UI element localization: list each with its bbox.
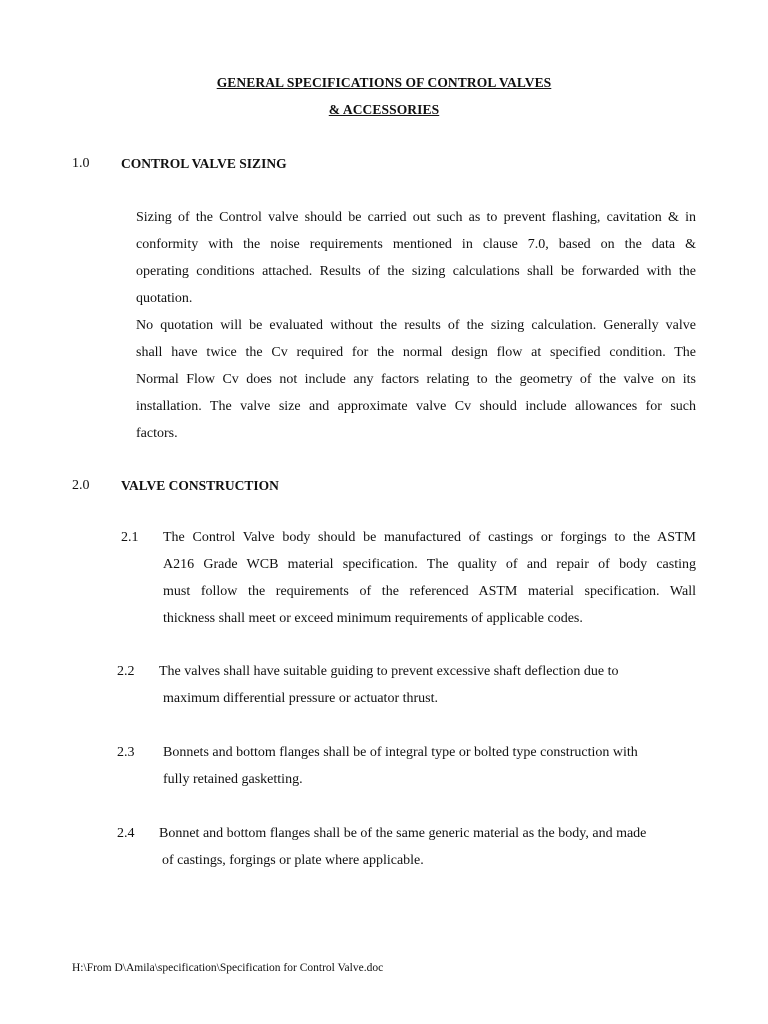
paragraph-line: fully retained gasketting. (163, 772, 303, 787)
paragraph-line: Bonnet and bottom flanges shall be of the same generic material as the body, and made (159, 826, 647, 841)
paragraph-line: installation. The valve size and approximate valve Cv should include allowances for such (136, 399, 696, 414)
paragraph-line: A216 Grade WCB material specification. The quality of and repair of body casting (163, 557, 696, 572)
subsection-body (163, 739, 703, 793)
paragraph-line: Sizing of the Control valve should be carried out such as to prevent flashing, cavitation & in (136, 210, 696, 225)
subsection-number: 2.4 (117, 826, 135, 841)
subsection-body (163, 524, 696, 632)
section-number: 2.0 (72, 478, 90, 493)
paragraph-line: must follow the requirements of the referenced ASTM material specification. Wall (163, 584, 696, 599)
paragraph-line: shall have twice the Cv required for the normal design flow at specified condition. The (136, 345, 696, 360)
paragraph-line: thickness shall meet or exceed minimum requirements of applicable codes. (163, 611, 583, 626)
subsection-number: 2.3 (117, 745, 135, 760)
section-title: CONTROL VALVE SIZING (121, 156, 287, 171)
section-title: VALVE CONSTRUCTION (121, 478, 279, 493)
paragraph-line: quotation. (136, 291, 193, 306)
subsection-number: 2.1 (121, 530, 139, 545)
section-paragraph (136, 204, 696, 447)
paragraph-line: factors. (136, 426, 178, 441)
paragraph-line: of castings, forgings or plate where applicable. (162, 853, 424, 868)
footer-file-path: H:\From D\Amila\specification\Specification for Control Valve.doc (72, 962, 384, 974)
paragraph-line: Bonnets and bottom flanges shall be of integral type or bolted type construction with (163, 745, 638, 760)
subsection-number: 2.2 (117, 664, 135, 679)
subsection-body (159, 658, 699, 712)
paragraph-line: operating conditions attached. Results of the sizing calculations shall be forwarded with the (136, 264, 696, 279)
paragraph-line: Normal Flow Cv does not include any factors relating to the geometry of the valve on its (136, 372, 696, 387)
paragraph-line: maximum differential pressure or actuator thrust. (163, 691, 438, 706)
section-number: 1.0 (72, 156, 90, 171)
document-title-line1: GENERAL SPECIFICATIONS OF CONTROL VALVES (216, 75, 552, 90)
paragraph-line: The valves shall have suitable guiding to prevent excessive shaft deflection due to (159, 664, 619, 679)
paragraph-line: The Control Valve body should be manufactured of castings or forgings to the ASTM (163, 530, 696, 545)
paragraph-line: conformity with the noise requirements mentioned in clause 7.0, based on the data & (136, 237, 696, 252)
document-title-line2: & ACCESSORIES (328, 102, 440, 117)
subsection-body (159, 820, 699, 874)
paragraph-line: No quotation will be evaluated without the results of the sizing calculation. Generally valve (136, 318, 696, 333)
